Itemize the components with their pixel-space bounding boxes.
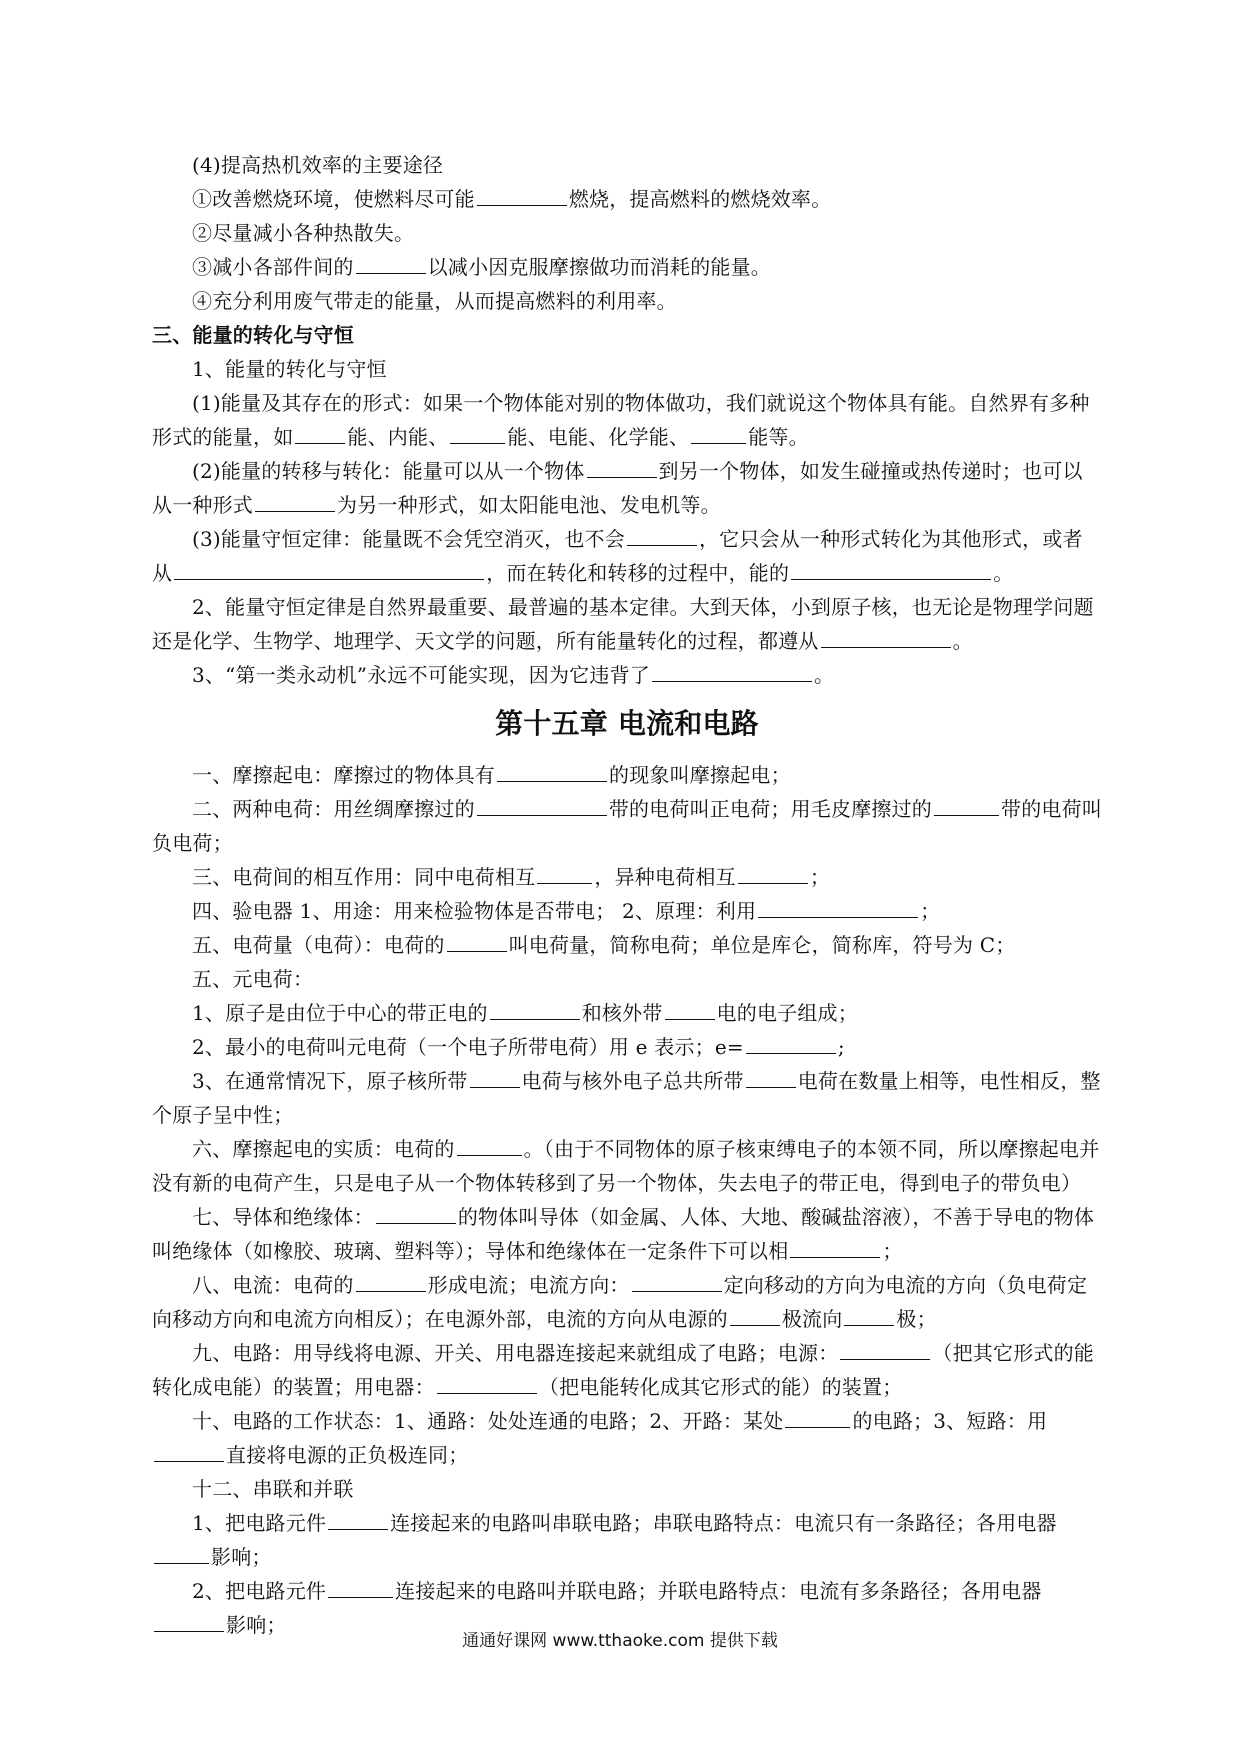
blank-field[interactable] — [934, 793, 999, 816]
text: (1)能量及其存在的形式：如果一个物体能对别的物体做功，我们就说这个物体具有能。自然界有多种形式的能量，如 — [152, 391, 1090, 449]
blank-field[interactable] — [791, 557, 991, 580]
paragraph — [192, 284, 1102, 318]
paragraph — [152, 1064, 1102, 1132]
text: (4)提高热机效率的主要途径 — [192, 153, 444, 177]
text: 直接将电源的正负极连同； — [226, 1443, 469, 1467]
text: 十、电路的工作状态：1、通路：处处连通的电路；2、开路：某处 — [192, 1409, 784, 1433]
blank-field[interactable] — [490, 997, 580, 1020]
text: ①改善燃烧环境，使燃料尽可能 — [192, 187, 475, 211]
text: 电荷在数量上相等，电性相反，整个原子呈中性； — [152, 1069, 1101, 1127]
paragraph — [152, 1404, 1102, 1472]
blank-field[interactable] — [450, 421, 505, 444]
blank-field[interactable] — [328, 1507, 388, 1530]
text: ，它只会从一种形式转化为其他形式，或者从 — [152, 527, 1083, 585]
blank-field[interactable] — [447, 929, 507, 952]
blank-field[interactable] — [632, 1269, 722, 1292]
blank-field[interactable] — [328, 1575, 393, 1598]
text: 为另一种形式，如太阳能电池、发电机等。 — [337, 493, 721, 517]
blank-field[interactable] — [746, 1065, 796, 1088]
text: ③减小各部件间的 — [192, 255, 354, 279]
blank-field[interactable] — [627, 523, 697, 546]
text: 影响； — [211, 1545, 272, 1569]
section-heading: 三、能量的转化与守恒 — [152, 323, 354, 347]
blank-field[interactable] — [790, 1235, 880, 1258]
text: 二、两种电荷：用丝绸摩擦过的 — [192, 797, 475, 821]
heat-engine-section — [152, 148, 1102, 318]
blank-field[interactable] — [730, 1303, 780, 1326]
paragraph — [152, 894, 1102, 928]
text: 形成电流；电流方向： — [427, 1273, 630, 1297]
paragraph — [152, 386, 1102, 454]
paragraph — [152, 1030, 1102, 1064]
text: ④充分利用废气带走的能量，从而提高燃料的利用率。 — [192, 289, 677, 313]
blank-field[interactable] — [497, 759, 607, 782]
text: ; — [837, 1035, 845, 1059]
blank-field[interactable] — [295, 421, 345, 444]
text: 能等。 — [748, 425, 809, 449]
text: 3、“第一类永动机”永远不可能实现，因为它违背了 — [192, 663, 650, 687]
text: 的电路；3、短路：用 — [852, 1409, 1048, 1433]
paragraph — [152, 352, 1102, 386]
text: (3)能量守恒定律：能量既不会凭空消灭，也不会 — [192, 527, 625, 551]
blank-field[interactable] — [738, 861, 808, 884]
blank-field[interactable] — [255, 489, 335, 512]
blank-field[interactable] — [437, 1371, 537, 1394]
text: 电荷与核外电子总共所带 — [521, 1069, 744, 1093]
text: 七、导体和绝缘体： — [192, 1205, 374, 1229]
paragraph — [192, 216, 1102, 250]
text: 2、能量守恒定律是自然界最重要、最普遍的基本定律。大到天体，小到原子核，也无论是物理学问题还是化学、生物学、地理学、天文学的问题，所有能量转化的过程，都遵从 — [152, 595, 1094, 653]
text: 能、电能、化学能、 — [507, 425, 690, 449]
text: 连接起来的电路叫并联电路；并联电路特点：电流有多条路径；各用电器 — [395, 1579, 1042, 1603]
text: ，而在转化和转移的过程中，能的 — [486, 561, 790, 585]
paragraph — [192, 250, 1102, 284]
text: 2、最小的电荷叫元电荷（一个电子所带电荷）用 e 表示；e= — [192, 1035, 744, 1059]
paragraph — [152, 1472, 1102, 1506]
blank-field[interactable] — [665, 997, 715, 1020]
blank-field[interactable] — [652, 659, 812, 682]
blank-field[interactable] — [758, 895, 918, 918]
text: 1、原子是由位于中心的带正电的 — [192, 1001, 488, 1025]
text: 影响； — [226, 1613, 287, 1637]
paragraph — [152, 996, 1102, 1030]
blank-field[interactable] — [356, 251, 426, 274]
paragraph — [152, 1506, 1102, 1574]
text: 1、把电路元件 — [192, 1511, 327, 1535]
text: (2)能量的转移与转化：能量可以从一个物体 — [192, 459, 585, 483]
text: 极； — [896, 1307, 937, 1331]
paragraph — [152, 658, 1102, 692]
blank-field[interactable] — [691, 421, 746, 444]
blank-field[interactable] — [376, 1201, 456, 1224]
text: 燃烧，提高燃料的燃烧效率。 — [568, 187, 832, 211]
text: 带的电荷叫正电荷；用毛皮摩擦过的 — [608, 797, 933, 821]
text: 五、电荷量（电荷）：电荷的 — [192, 933, 445, 957]
blank-field[interactable] — [154, 1541, 209, 1564]
text: 五、元电荷： — [192, 967, 314, 991]
blank-field[interactable] — [537, 861, 592, 884]
page-footer: 通通好课网 www.tthaoke.com 提供下载 — [462, 1631, 778, 1651]
paragraph — [152, 860, 1102, 894]
text: 3、在通常情况下，原子核所带 — [192, 1069, 468, 1093]
paragraph — [152, 792, 1102, 860]
paragraph — [152, 928, 1102, 962]
text: 的现象叫摩擦起电； — [609, 763, 791, 787]
text: ，异种电荷相互 — [594, 865, 736, 889]
paragraph — [192, 182, 1102, 216]
text: （把电能转化成其它形式的能）的装置； — [538, 1375, 903, 1399]
text: 和核外带 — [581, 1001, 663, 1025]
text: 四、验电器 1、用途：用来检验物体是否带电； 2、原理：利用 — [192, 899, 757, 923]
blank-field[interactable] — [174, 557, 484, 580]
text: 。 — [952, 629, 973, 653]
text: 叫电荷量，简称电荷；单位是库仑，简称库，符号为 C； — [508, 933, 1016, 957]
paragraph — [152, 758, 1102, 792]
document-body — [152, 148, 1102, 1642]
paragraph — [152, 962, 1102, 996]
text: ②尽量减小各种热散失。 — [192, 221, 415, 245]
text: 。 — [993, 561, 1014, 585]
text: ； — [809, 865, 831, 889]
paragraph — [152, 1200, 1102, 1268]
text: 到另一个物体，如发生碰撞或热传递时；也可以从一种形式 — [152, 459, 1083, 517]
blank-field[interactable] — [154, 1439, 224, 1462]
paragraph — [192, 148, 1102, 182]
text: 一、摩擦起电：摩擦过的物体具有 — [192, 763, 495, 787]
text: 八、电流：电荷的 — [192, 1273, 354, 1297]
blank-field[interactable] — [844, 1303, 894, 1326]
text: 定向移动的方向为电流的方向（负电荷定向移动方向和电流方向相反）；在电源外部，电流的方向从电源的 — [152, 1273, 1088, 1331]
blank-field[interactable] — [587, 455, 657, 478]
paragraph — [152, 522, 1102, 590]
blank-field[interactable] — [477, 183, 567, 206]
blank-field[interactable] — [356, 1269, 426, 1292]
blank-field[interactable] — [746, 1031, 836, 1054]
text: 的物体叫导体（如金属、人体、大地、酸碱盐溶液），不善于导电的物体叫绝缘体（如橡胶、玻璃、塑料等）；导体和绝缘体在一定条件下可以相 — [152, 1205, 1095, 1263]
blank-field[interactable] — [840, 1337, 930, 1360]
text: （把其它形式的能转化成电能）的装置；用电器： — [152, 1341, 1095, 1399]
paragraph — [152, 1132, 1102, 1200]
blank-field[interactable] — [821, 625, 951, 648]
chapter-title: 第十五章 电流和电路 — [495, 707, 759, 740]
text: 能、内能、 — [347, 425, 449, 449]
text: 连接起来的电路叫串联电路；串联电路特点：电流只有一条路径；各用电器 — [390, 1511, 1057, 1535]
text: ； — [920, 899, 941, 923]
text: 极流向 — [781, 1307, 843, 1331]
text: 。（由于不同物体的原子核束缚电子的本领不同，所以摩擦起电并没有新的电荷产生，只是电子从一个物体转移到了另一个物体，失去电子的带正电，得到电子的带负电） — [152, 1137, 1100, 1195]
text: 六、摩擦起电的实质：电荷的 — [192, 1137, 455, 1161]
text: 。 — [813, 663, 835, 687]
text: 十二、串联和并联 — [192, 1477, 354, 1501]
text: 以减小因克服摩擦做功而消耗的能量。 — [427, 255, 772, 279]
text: 九、电路：用导线将电源、开关、用电器连接起来就组成了电路；电源： — [192, 1341, 839, 1365]
blank-field[interactable] — [457, 1133, 522, 1156]
paragraph — [152, 1268, 1102, 1336]
paragraph — [152, 454, 1102, 522]
text: 2、把电路元件 — [192, 1579, 327, 1603]
text: 带的电荷叫负电荷； — [152, 797, 1103, 855]
blank-field[interactable] — [477, 793, 607, 816]
blank-field[interactable] — [785, 1405, 850, 1428]
blank-field[interactable] — [470, 1065, 520, 1088]
text: 电的电子组成； — [716, 1001, 858, 1025]
text: 三、电荷间的相互作用：同中电荷相互 — [192, 865, 536, 889]
text: 1、能量的转化与守恒 — [192, 357, 387, 381]
paragraph — [152, 1336, 1102, 1404]
paragraph — [152, 590, 1102, 658]
text: ； — [882, 1239, 903, 1263]
